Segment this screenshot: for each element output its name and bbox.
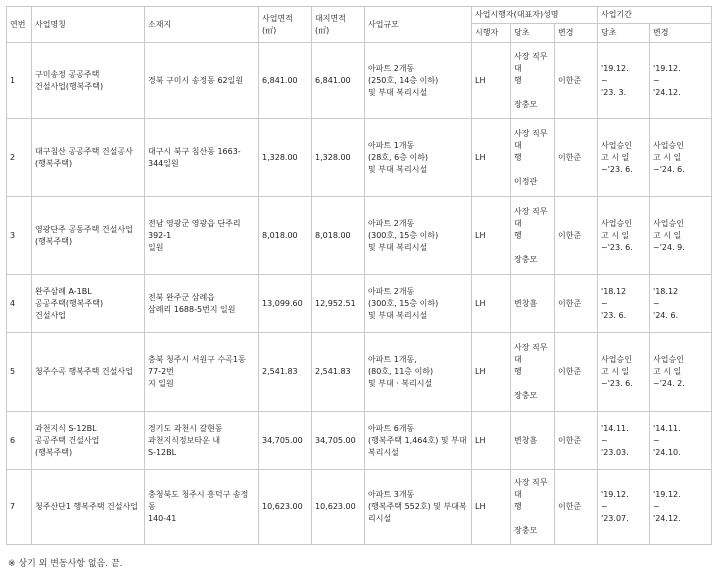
cell-area-land: 1,328.00 xyxy=(312,119,365,197)
header-period-group: 사업기간 xyxy=(598,7,712,24)
cell-location: 전남 영광군 영광읍 단주리 392-1 일원 xyxy=(145,197,259,275)
cell-area-land: 10,623.00 xyxy=(312,470,365,545)
cell-change: 이한준 xyxy=(555,275,598,333)
cell-period-original: 사업승인 고 시 일 ~'23. 6. xyxy=(598,119,650,197)
cell-period-change: '19.12. ~ '24.12. xyxy=(650,470,712,545)
header-operator: 시행자 xyxy=(472,24,511,43)
table-row xyxy=(7,197,712,275)
cell-scale: 아파트 2개동 (300호, 15층 이하) 및 부대 복리시설 xyxy=(365,275,472,333)
cell-no: 2 xyxy=(7,119,32,197)
header-location: 소재지 xyxy=(145,7,259,43)
cell-scale: 아파트 2개동 (300호, 15층 이하) 및 부대 복리시설 xyxy=(365,197,472,275)
cell-scale: 아파트 3개동 (행복주택 552호) 및 부대복리시설 xyxy=(365,470,472,545)
cell-name: 청주수곡 행복주택 건설사업 xyxy=(32,333,145,412)
cell-location: 경북 구미시 송정동 62일원 xyxy=(145,43,259,119)
cell-area-land: 2,541.83 xyxy=(312,333,365,412)
cell-original: 사장 직무대 행 장충모 xyxy=(511,333,555,412)
cell-no: 3 xyxy=(7,197,32,275)
cell-no: 1 xyxy=(7,43,32,119)
header-operator-group: 사업시행자(대표자)성명 xyxy=(472,7,598,24)
table-row xyxy=(7,333,712,412)
cell-operator: LH xyxy=(472,197,511,275)
cell-change: 이한준 xyxy=(555,470,598,545)
cell-name: 구미송정 공공주택 건설사업(행복주택) xyxy=(32,43,145,119)
cell-area-biz: 10,623.00 xyxy=(259,470,312,545)
table-row xyxy=(7,43,712,119)
cell-scale: 아파트 6개동 (행복주택 1,464호) 및 부대복리시설 xyxy=(365,412,472,470)
cell-original: 사장 직무대 행 장충모 xyxy=(511,197,555,275)
cell-area-land: 6,841.00 xyxy=(312,43,365,119)
header-operator-original: 당초 xyxy=(511,24,555,43)
cell-area-land: 12,952.51 xyxy=(312,275,365,333)
footnote: ※ 상기 외 변동사항 없음. 끝. xyxy=(8,559,123,569)
cell-area-land: 8,018.00 xyxy=(312,197,365,275)
cell-location: 대구시 북구 침산동 1663-344일원 xyxy=(145,119,259,197)
cell-scale: 아파트 2개동 (250호, 14층 이하) 및 부대 복리시설 xyxy=(365,43,472,119)
cell-change: 이한준 xyxy=(555,43,598,119)
header-scale: 사업규모 xyxy=(365,7,472,43)
cell-operator: LH xyxy=(472,333,511,412)
cell-change: 이한준 xyxy=(555,412,598,470)
table-row xyxy=(7,275,712,333)
header-period-original: 당초 xyxy=(598,24,650,43)
cell-name: 청주산단1 행복주택 건설사업 xyxy=(32,470,145,545)
cell-period-original: 사업승인 고 시 일 ~'23. 6. xyxy=(598,333,650,412)
cell-original: 사장 직무대 행 이정관 xyxy=(511,119,555,197)
table-row xyxy=(7,412,712,470)
cell-change: 이한준 xyxy=(555,119,598,197)
cell-no: 4 xyxy=(7,275,32,333)
cell-no: 6 xyxy=(7,412,32,470)
cell-scale: 아파트 1개동, (80호, 11층 이하) 및 부대 · 복리시설 xyxy=(365,333,472,412)
cell-location: 전북 완주군 삼례읍 삼례리 1688-5번지 일원 xyxy=(145,275,259,333)
table-row xyxy=(7,119,712,197)
cell-scale: 아파트 1개동 (28호, 6층 이하) 및 부대 복리시설 xyxy=(365,119,472,197)
cell-change: 이한준 xyxy=(555,197,598,275)
cell-change: 이한준 xyxy=(555,333,598,412)
cell-no: 7 xyxy=(7,470,32,545)
header-operator-change: 변경 xyxy=(555,24,598,43)
cell-operator: LH xyxy=(472,119,511,197)
cell-name: 영광단주 공동주택 건설사업 (행복주택) xyxy=(32,197,145,275)
cell-area-biz: 1,328.00 xyxy=(259,119,312,197)
table-body xyxy=(7,43,712,545)
cell-no: 5 xyxy=(7,333,32,412)
project-change-table xyxy=(6,6,712,545)
cell-period-change: '14.11. ~ '24.10. xyxy=(650,412,712,470)
cell-original: 사장 직무대 행 장충모 xyxy=(511,43,555,119)
cell-operator: LH xyxy=(472,470,511,545)
cell-location: 충청북도 청주시 흥덕구 송정동 140-41 xyxy=(145,470,259,545)
header-no: 연번 xyxy=(7,7,32,43)
header-area-biz: 사업면적 (㎡) xyxy=(259,7,312,43)
cell-period-change: 사업승인 고 시 일 ~'24. 2. xyxy=(650,333,712,412)
cell-period-original: '19.12. ~ '23.07. xyxy=(598,470,650,545)
cell-operator: LH xyxy=(472,43,511,119)
cell-location: 충북 청주시 서원구 수곡1동 77-2번 지 일원 xyxy=(145,333,259,412)
cell-operator: LH xyxy=(472,275,511,333)
cell-period-original: '14.11. ~ '23.03. xyxy=(598,412,650,470)
cell-original: 변창흠 xyxy=(511,275,555,333)
cell-area-biz: 13,099.60 xyxy=(259,275,312,333)
cell-period-change: '18.12 ~ '24. 6. xyxy=(650,275,712,333)
cell-period-original: '19.12. ~ '23. 3. xyxy=(598,43,650,119)
header-name: 사업명칭 xyxy=(32,7,145,43)
cell-area-land: 34,705.00 xyxy=(312,412,365,470)
cell-area-biz: 8,018.00 xyxy=(259,197,312,275)
header-period-change: 변경 xyxy=(650,24,712,43)
cell-area-biz: 34,705.00 xyxy=(259,412,312,470)
cell-original: 변창흠 xyxy=(511,412,555,470)
cell-period-original: 사업승인 고 시 일 ~'23. 6. xyxy=(598,197,650,275)
cell-period-change: '19.12. ~ '24.12. xyxy=(650,43,712,119)
cell-operator: LH xyxy=(472,412,511,470)
cell-name: 대구침산 공공주택 건설공사 (행복주택) xyxy=(32,119,145,197)
cell-period-change: 사업승인 고 시 일 ~'24. 9. xyxy=(650,197,712,275)
cell-location: 경기도 과천시 갈현동 과천지식정보타운 내 S-12BL xyxy=(145,412,259,470)
cell-area-biz: 2,541.83 xyxy=(259,333,312,412)
cell-period-change: 사업승인 고 시 일 ~'24. 6. xyxy=(650,119,712,197)
cell-area-biz: 6,841.00 xyxy=(259,43,312,119)
header-row-1 xyxy=(7,7,712,24)
header-area-land: 대지면적 (㎡) xyxy=(312,7,365,43)
cell-name: 완주삼례 A-1BL 공공주택(행복주택) 건설사업 xyxy=(32,275,145,333)
cell-period-original: '18.12 ~ '23. 6. xyxy=(598,275,650,333)
cell-original: 사장 직무대 행 장충모 xyxy=(511,470,555,545)
table-row xyxy=(7,470,712,545)
cell-name: 과천지식 S-12BL 공공주택 건설사업 (행복주택) xyxy=(32,412,145,470)
